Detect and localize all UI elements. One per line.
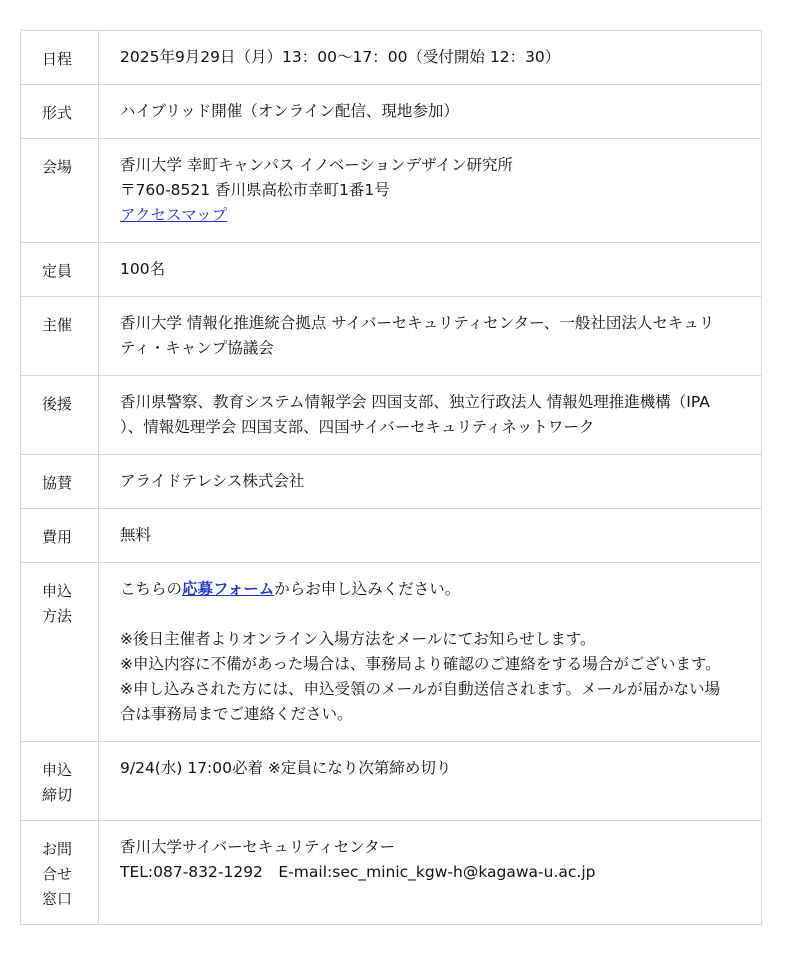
row-label-contact: お問 合せ 窓口 <box>21 821 99 925</box>
table-row <box>21 243 762 297</box>
application-form-link[interactable]: 応募フォーム <box>182 580 275 598</box>
row-value-schedule: 2025年9月29日（月）13：00〜17：00（受付開始 12：30） <box>99 31 762 85</box>
event-info-container <box>20 30 762 925</box>
table-row <box>21 297 762 376</box>
row-label-fee: 費用 <box>21 509 99 563</box>
row-label-format: 形式 <box>21 85 99 139</box>
table-row <box>21 821 762 925</box>
row-label-organizer: 主催 <box>21 297 99 376</box>
venue-name: 香川大学 幸町キャンパス イノベーションデザイン研究所 <box>120 156 514 174</box>
table-row <box>21 85 762 139</box>
row-value-capacity: 100名 <box>99 243 762 297</box>
contact-tel-email: TEL:087-832-1292 E-mail:sec_minic_kgw-h@kagawa-u.ac.jp <box>120 863 596 881</box>
access-map-link[interactable]: アクセスマップ <box>120 206 228 224</box>
contact-org: 香川大学サイバーセキュリティセンター <box>120 838 396 856</box>
row-value-fee: 無料 <box>99 509 762 563</box>
row-value-cosponsor: アライドテレシス株式会社 <box>99 455 762 509</box>
row-label-cosponsor: 協賛 <box>21 455 99 509</box>
table-row <box>21 376 762 455</box>
row-value-sponsor-support: 香川県警察、教育システム情報学会 四国支部、独立行政法人 情報処理推進機構（IPA ）、情報処理学会 四国支部、四国サイバーセキュリティネットワーク <box>99 376 762 455</box>
table-row <box>21 509 762 563</box>
table-row <box>21 742 762 821</box>
row-value-deadline: 9/24(水) 17:00必着 ※定員になり次第締め切り <box>99 742 762 821</box>
table-row <box>21 31 762 85</box>
row-label-sponsor-support: 後援 <box>21 376 99 455</box>
table-row <box>21 139 762 243</box>
row-value-venue <box>99 139 762 243</box>
table-row <box>21 455 762 509</box>
venue-address: 〒760-8521 香川県高松市幸町1番1号 <box>120 181 390 199</box>
row-value-contact <box>99 821 762 925</box>
row-label-schedule: 日程 <box>21 31 99 85</box>
table-row <box>21 563 762 742</box>
row-value-organizer: 香川大学 情報化推進統合拠点 サイバーセキュリティセンター、一般社団法人セキュリ ティ・キャンプ協議会 <box>99 297 762 376</box>
event-info-table <box>20 30 762 925</box>
row-label-capacity: 定員 <box>21 243 99 297</box>
row-value-application-method: こちらの応募フォームからお申し込みください。 ※後日主催者よりオンライン入場方法をメールにてお知らせします。 ※申込内容に不備があった場合は、事務局より確認のご連絡をする場合がございます。 ※申し込みされた方には、申込受領のメールが自動送信されます。メールが届かない場 合は事務局までご連絡ください。 <box>99 563 762 742</box>
row-value-format: ハイブリッド開催（オンライン配信、現地参加） <box>99 85 762 139</box>
row-label-application-method: 申込 方法 <box>21 563 99 742</box>
row-label-deadline: 申込 締切 <box>21 742 99 821</box>
row-label-venue: 会場 <box>21 139 99 243</box>
